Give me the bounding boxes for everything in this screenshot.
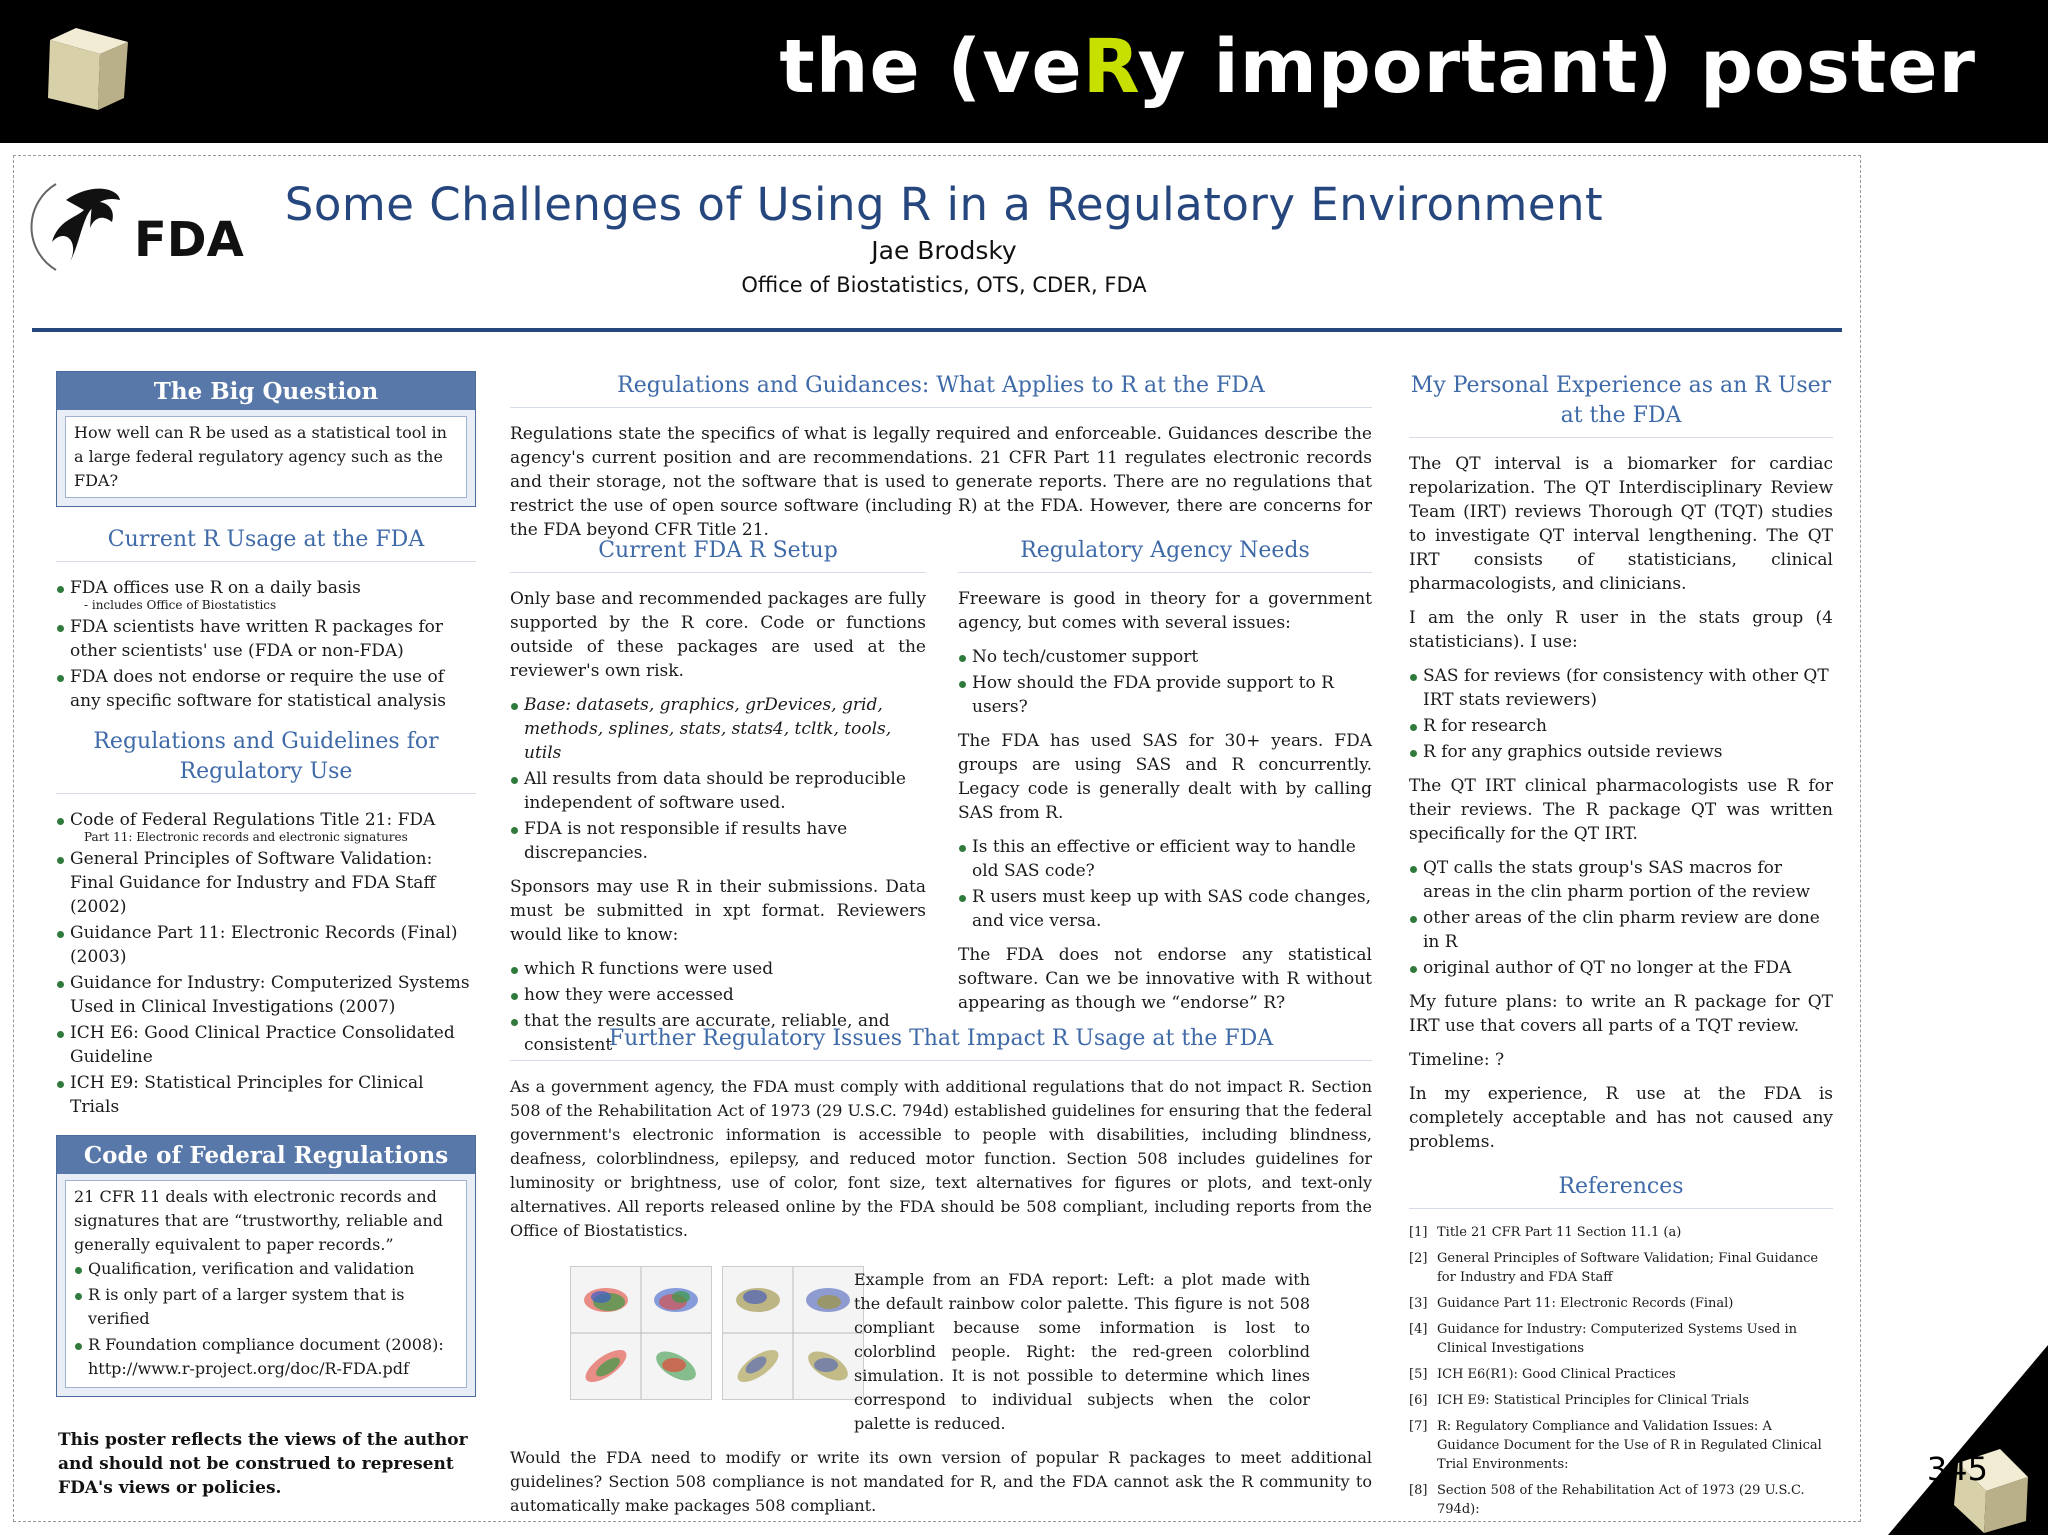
list-item: original author of QT no longer at the FDA bbox=[1409, 956, 1833, 980]
reference-item: [4] Guidance for Industry: Computerized Systems Used in Clinical Investigations bbox=[1409, 1322, 1797, 1356]
regs-guidances-text: Regulations state the specifics of what is legally required and enforceable. Guidances describe the agency's current position and are recommendations. 21 CFR Part 11 regulates electronic records and their storage, not the software that is used to generate reports. There are no regulations that restrict the use of open source software (including R) at the FDA. However, there are concerns for the FDA beyond CFR Title 21. bbox=[510, 424, 1372, 540]
middle-column bbox=[510, 371, 1372, 552]
poster-title: Some Challenges of Using R in a Regulatory Environment bbox=[284, 178, 1604, 231]
reference-item: [7] R: Regulatory Compliance and Validation Issues: A Guidance Document for the Use of R in Regulated Clinical Trial Environments: bbox=[1409, 1419, 1822, 1472]
svg-text:FDA: FDA bbox=[134, 212, 244, 268]
big-question-text: How well can R be used as a statistical tool in a large federal regulatory agency such as the FDA? bbox=[65, 416, 467, 498]
list-item: Guidance for Industry: Computerized Systems Used in Clinical Investigations (2007) bbox=[56, 971, 476, 1019]
list-item: How should the FDA provide support to R users? bbox=[958, 671, 1372, 719]
page-number: 345 bbox=[1926, 1450, 1988, 1488]
current-usage-list bbox=[56, 576, 476, 713]
further-text: As a government agency, the FDA must comply with additional regulations that do not impact R. Section 508 of the Rehabilitation Act of 1973 (29 U.S.C. 794d) established guidelines for ensuring that the federal government's electronic information is accessible to people with disabilities, including blindness, deafness, colorblindness, epilepsy, and reduced motor function. Section 508 includes guidelines for luminosity or brightness, use of color, font size, text alternatives for figures or plots, and text-only alternatives. All reports released online by the FDA should be 508 compliant, including reports from the Office of Biostatistics. bbox=[510, 1077, 1372, 1240]
further-closing: Would the FDA need to modify or write its own version of popular R packages to meet additional guidelines? Section 508 compliance is not mandated for R, and the FDA cannot ask the R community to automatically make packages 508 compliant. bbox=[510, 1448, 1372, 1515]
disclaimer: This poster reflects the views of the author and should not be construed to represent FDA's views or policies. bbox=[58, 1430, 468, 1498]
right-column: My Personal Experience as an R User at the FDA The QT interval is a biomarker for cardiac repolarization. The QT Interdisciplinary Review Team (IRT) reviews Thorough QT (TQT) studies to investigate QT interval lengthening. The QT IRT consists of statisticians, clinical pharmacologists, and clinicians. I am the only R user in the stats group (4 statisticians). I use: SAS for reviews (for consistency with other QT IRT stats reviewers) R for research R for any graphics outside reviews The QT IRT clinical pharmacologists use R for their reviews. The R package QT was written specifically for the QT IRT. QT calls the stats group's SAS macros for areas in the clin pharm portion of the review other areas of the clin pharm review are done in R original author of QT no longer at the FDA My future plans: to write an R package for QT IRT use that covers all parts of a TQT review. Timeline: ? In my experience, R use at the FDA is completely acceptable and has not caused any problems. References [1] Title 21 CFR Part 11 Section 11.1 (a) [2] General Principles of Software Validation; Final Guidance for Industry and FDA Staff [3] Guidance Part 11: Electronic Records (Final) [4] Guidance for Industry: Computerized Systems Used in Clinical Investigations [5] ICH E6(R1): Good Clinical Practices [6] ICH E9: Statistical Principles for Clinical Trials [7] R: Regulatory Compliance and Validation Issues: A Guidance Document for the Use of R in Regulated Clinical Trial Environments: [8] Section 508 of the Rehabilitation Act of 1973 (29 U.S.C. 794d): bbox=[1409, 373, 1833, 1517]
list-item: Guidance Part 11: Electronic Records (Final) (2003) bbox=[56, 921, 476, 969]
list-item: No tech/customer support bbox=[958, 645, 1372, 669]
poster-affiliation: Office of Biostatistics, OTS, CDER, FDA bbox=[741, 273, 1147, 297]
list-item: Code of Federal Regulations Title 21: FDA Part 11: Electronic records and electronic signatures bbox=[56, 808, 476, 845]
reference-item: [5] ICH E6(R1): Good Clinical Practices bbox=[1409, 1367, 1676, 1382]
colorblind-plot-thumbnail bbox=[722, 1266, 864, 1400]
left-column bbox=[56, 371, 476, 1397]
reference-item: [6] ICH E9: Statistical Principles for Clinical Trials bbox=[1409, 1393, 1750, 1408]
slide-title: the (veRy important) poster bbox=[779, 24, 1976, 110]
reference-item: [2] General Principles of Software Validation; Final Guidance for Industry and FDA Staff bbox=[1409, 1251, 1819, 1285]
list-item: FDA does not endorse or require the use of any specific software for statistical analysis bbox=[56, 665, 476, 713]
list-item: R users must keep up with SAS code changes, and vice versa. bbox=[958, 885, 1372, 933]
figure-caption: Example from an FDA report: Left: a plot made with the default rainbow color palette. This figure is not 508 compliant because some information is lost to colorblind people. Right: the red-green colorblind simulation. It is not possible to determine which lines correspond to individual subjects when the color palette is reduced. bbox=[854, 1270, 1310, 1433]
list-item: Is this an effective or efficient way to handle old SAS code? bbox=[958, 835, 1372, 883]
list-item: R is only part of a larger system that is verified bbox=[74, 1283, 458, 1331]
rainbow-plot-thumbnail bbox=[570, 1266, 712, 1400]
big-question-title: The Big Question bbox=[57, 372, 475, 410]
list-item: which R functions were used bbox=[510, 957, 926, 981]
list-item: General Principles of Software Validation: Final Guidance for Industry and FDA Staff (2002) bbox=[56, 847, 476, 919]
regs-guidances-heading: Regulations and Guidances: What Applies to R at the FDA bbox=[510, 371, 1372, 408]
list-item: All results from data should be reproducible independent of software used. bbox=[510, 767, 926, 815]
cfr-box bbox=[56, 1135, 476, 1397]
personal-heading: My Personal Experience as an R User at the FDA bbox=[1409, 371, 1833, 438]
references-list bbox=[1409, 1223, 1833, 1519]
poster-author: Jae Brodsky bbox=[871, 236, 1017, 265]
poster bbox=[13, 155, 1861, 1522]
reference-item: [8] Section 508 of the Rehabilitation Act of 1973 (29 U.S.C. 794d): bbox=[1409, 1483, 1805, 1517]
further-heading: Further Regulatory Issues That Impact R Usage at the FDA bbox=[510, 1024, 1372, 1061]
setup-column: Current FDA R Setup Only base and recommended packages are fully supported by the R core. Code or functions outside of these packages are used at the reviewer's own risk. Base: datasets, graphics, grDevices, grid, methods, splines, stats, stats4, tcltk, tools, utils All results from data should be reproducible independent of software used. FDA is not responsible if results have discrepancies. Sponsors may use R in their submissions. Data must be submitted in xpt format. Reviewers would like to know: which R functions were used how they were accessed that the results are accurate, reliable, and consistent bbox=[510, 538, 926, 1055]
list-item: FDA offices use R on a daily basis - includes Office of Biostatistics bbox=[56, 576, 476, 613]
reference-item: [1] Title 21 CFR Part 11 Section 11.1 (a) bbox=[1409, 1225, 1682, 1240]
regs-guidelines-heading: Regulations and Guidelines for Regulatory Use bbox=[56, 727, 476, 794]
corner-decoration bbox=[1888, 1345, 2048, 1535]
list-item: SAS for reviews (for consistency with other QT IRT stats reviewers) bbox=[1409, 664, 1833, 712]
list-item: R for research bbox=[1409, 714, 1833, 738]
current-usage-heading: Current R Usage at the FDA bbox=[56, 525, 476, 562]
needs-column: Regulatory Agency Needs Freeware is good in theory for a government agency, but comes with several issues: No tech/customer support How should the FDA provide support to R users? The FDA has used SAS for 30+ years. FDA groups are using SAS and R concurrently. Legacy code is generally dealt with by calling SAS from R. Is this an effective or efficient way to handle old SAS code? R users must keep up with SAS code changes, and vice versa. The FDA does not endorse any statistical software. Can we be innovative with R without appearing as though we “endorse” R? bbox=[958, 538, 1372, 1013]
list-item: R for any graphics outside reviews bbox=[1409, 740, 1833, 764]
list-item: Base: datasets, graphics, grDevices, grid, methods, splines, stats, stats4, tcltk, tools, utils bbox=[510, 693, 926, 765]
list-item: FDA scientists have written R packages for other scientists' use (FDA or non-FDA) bbox=[56, 615, 476, 663]
list-item: Qualification, verification and validation bbox=[74, 1257, 458, 1281]
list-item: ICH E9: Statistical Principles for Clinical Trials bbox=[56, 1071, 476, 1119]
cfr-title: Code of Federal Regulations bbox=[57, 1136, 475, 1174]
list-item: R Foundation compliance document (2008): http://www.r-project.org/doc/R-FDA.pdf bbox=[74, 1333, 458, 1381]
references-heading: References bbox=[1409, 1172, 1833, 1209]
big-question-box bbox=[56, 371, 476, 507]
further-section bbox=[510, 1024, 1372, 1253]
list-item: other areas of the clin pharm review are done in R bbox=[1409, 906, 1833, 954]
list-item: FDA is not responsible if results have discrepancies. bbox=[510, 817, 926, 865]
setup-heading: Current FDA R Setup bbox=[510, 536, 926, 573]
cfr-body: 21 CFR 11 deals with electronic records and signatures that are “trustworthy, reliable and generally equivalent to paper records.” Qualification, verification and validation R is only part of a larger system that is verified R Foundation compliance document (2008): http://www.r-project.org/doc/R-FDA.pdf bbox=[65, 1180, 467, 1388]
list-item: QT calls the stats group's SAS macros for areas in the clin pharm portion of the review bbox=[1409, 856, 1833, 904]
list-item: how they were accessed bbox=[510, 983, 926, 1007]
list-item: ICH E6: Good Clinical Practice Consolidated Guideline bbox=[56, 1021, 476, 1069]
slide-header bbox=[0, 0, 2048, 143]
reference-item: [3] Guidance Part 11: Electronic Records (Final) bbox=[1409, 1296, 1734, 1311]
fda-logo bbox=[22, 170, 262, 280]
list-item: that the results are accurate, reliable, and consistent bbox=[510, 1009, 926, 1057]
regs-guidelines-list bbox=[56, 808, 476, 1119]
cube-icon bbox=[36, 22, 136, 112]
needs-heading: Regulatory Agency Needs bbox=[958, 536, 1372, 573]
title-divider bbox=[32, 328, 1842, 332]
